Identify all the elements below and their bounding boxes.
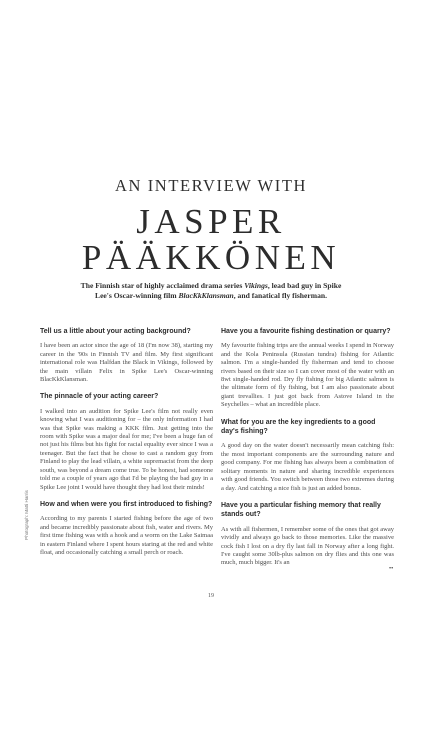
answer-paragraph: A good day on the water doesn't necessarily mean catching fish: the most important components are the surrounding nature and good company. For me fishing has always been a combination of solitary moments in nature and sharing incredible experiences with good friends. You switch between those two extremes during a day. And catching a nice fish is just an added bonus.: [221, 442, 394, 492]
answer-paragraph: As with all fishermen, I remember some of the ones that got away vividly and always go back to those memories. Like the massive cock fish I lost on a dry fly last fall in Norway after a long fight. I've caught some 30lb-plus salmon on dry flies and this one was much, much bigger. It's an: [221, 525, 394, 567]
answer-paragraph: I walked into an audition for Spike Lee's film not really even knowing what I was auditioning for – the only information I had was that Spike was making a KKK film. Just getting into the room with Spike was a major deal for me; I've been a huge fan of not just his films but his fight for racial equality ever since I was a teenager. But the fact that he chose to cast a random guy from Finland to play the lead villain, a white supremacist from the deep south, was beyond a dream come true. To be honest, had someone told me a couple of years ago that I'd be playing the bad guy in a Spike Lee joint I would have thought they had lost their minds!: [40, 407, 213, 491]
intro-part: The Finnish star of highly acclaimed drama series: [80, 281, 245, 290]
question-heading: Have you a favourite fishing destination or quarry?: [221, 328, 391, 335]
intro-part: , and fanatical fly fisherman.: [233, 291, 327, 301]
intro-part: , lead bad guy in Spike Lee's Oscar-winning film: [95, 281, 342, 301]
right-column: [221, 327, 394, 576]
question-heading: Tell us a little about your acting background?: [40, 328, 191, 335]
page-number: 19: [208, 593, 214, 599]
intro-standfirst: [72, 281, 350, 301]
photo-credit: Photograph: Matti Harris: [24, 490, 29, 540]
question-heading: The pinnacle of your acting career?: [40, 393, 159, 401]
intro-show-title: Vikings: [244, 281, 268, 290]
continue-mark: ••: [389, 566, 394, 572]
interviewee-name-line1: JASPER: [136, 202, 286, 241]
question-heading: What for you are the key ingredients to a good day's fishing?: [221, 418, 376, 436]
answer-paragraph: My favourite fishing trips are the annual weeks I spend in Norway and the Kola Peninsula (Russian tundra) fishing for Atlantic salmon. I'm a single-handed fly fisherman and tend to choose rivers based on their size so I can cover most of the water with an 8wt single-handed rod. Dry fly fishing for big Atlantic salmon is the ultimate form of fly fishing, but I am also passionate about giant trevallies. I just got back from Astove Island in the Seychelles – what an incredible place.: [221, 342, 394, 409]
kicker: AN INTERVIEW WITH: [114, 176, 308, 195]
intro-film-title: BlacKkKlansman: [178, 291, 234, 301]
answer-paragraph: According to my parents I started fishing before the age of two and became incredibly passionate about fish, water and rivers. My first time fishing was with a hook and a worm on the Lake Saimaa in eastern Finland where I spent hours staring at the red and white float, and occasionally catching a small perch or roach.: [40, 515, 213, 556]
question-heading: Have you a particular fishing memory that really stands out?: [221, 501, 381, 519]
left-column: [40, 327, 213, 565]
answer-paragraph: I have been an actor since the age of 18 (I'm now 38), starting my career in the '90s in Finnish TV and film. My first significant international role was Halfdan the Black in Vikings, followed by the main villain Felix in Spike Lee's Oscar-winning BlacKkKlansman.: [40, 342, 213, 384]
question-heading: How and when were you first introduced to fishing?: [40, 500, 213, 508]
interviewee-name-line2: PÄÄKKÖNEN: [81, 238, 341, 277]
